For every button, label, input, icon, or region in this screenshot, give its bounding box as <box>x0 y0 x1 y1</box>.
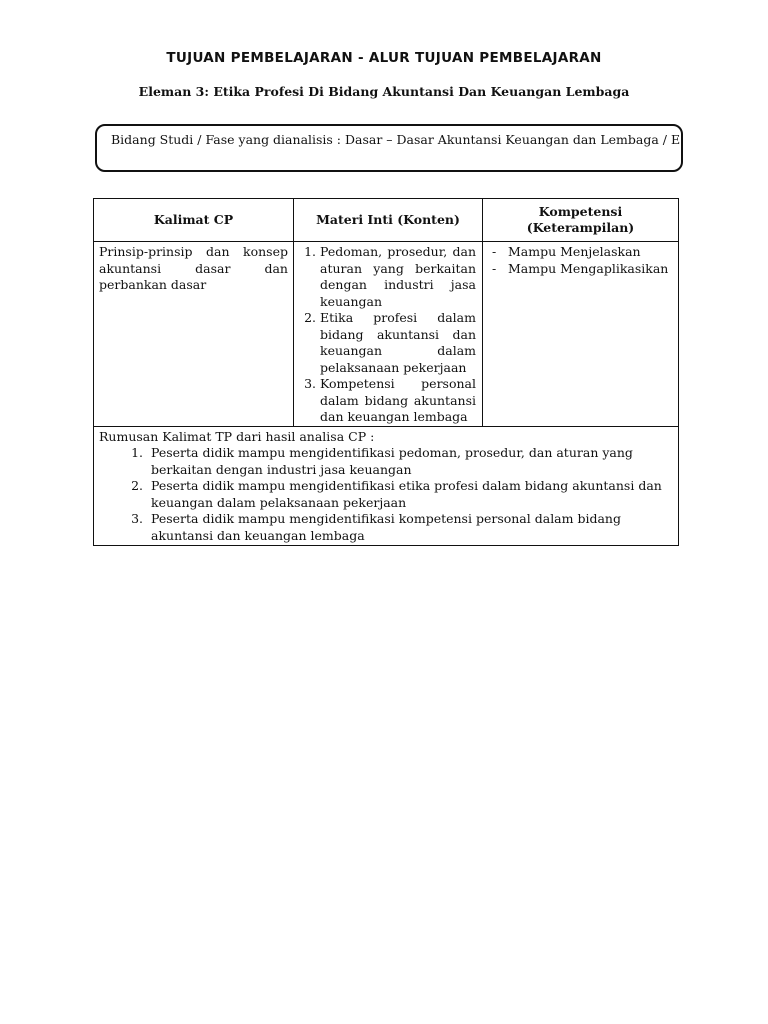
rumusan-item: 1. Peserta didik mampu mengidentifikasi pedoman, prosedur, dan aturan yang berkaitan dengan industri jasa keuangan <box>147 445 673 478</box>
materi-inti-item: 3. Kompetensi personal dalam bidang akuntansi dan keuangan lembaga <box>320 376 476 426</box>
materi-inti-cell <box>294 242 483 427</box>
kalimat-cp-cell: Prinsip-prinsip dan konsep akuntansi dasar dan perbankan dasar <box>94 242 294 427</box>
rumusan-cell <box>94 426 679 546</box>
kompetensi-list <box>488 244 673 277</box>
document-subtitle: Eleman 3: Etika Profesi Di Bidang Akuntansi Dan Keuangan Lembaga <box>138 84 630 99</box>
document-title: TUJUAN PEMBELAJARAN - ALUR TUJUAN PEMBELAJARAN <box>166 50 602 66</box>
rumusan-item: 2. Peserta didik mampu mengidentifikasi etika profesi dalam bidang akuntansi dan keuangan dalam pelaksanaan pekerjaan <box>147 478 673 511</box>
header-kompetensi <box>483 199 679 242</box>
header-materi-inti: Materi Inti (Konten) <box>294 199 483 242</box>
materi-inti-item: 2. Etika profesi dalam bidang akuntansi dan keuangan dalam pelaksanaan pekerjaan <box>320 310 476 376</box>
header-kompetensi-line1: Kompetensi <box>538 203 623 219</box>
subject-text: Bidang Studi / Fase yang dianalisis : Dasar – Dasar Akuntansi Keuangan dan Lembaga / E <box>111 132 681 147</box>
kompetensi-text: Mampu Mengaplikasikan <box>508 260 669 276</box>
kompetensi-cell <box>483 242 679 427</box>
header-kompetensi-line2: (Keterampilan) <box>526 220 635 235</box>
rumusan-row <box>94 426 679 546</box>
dash-bullet: - <box>492 260 497 276</box>
kompetensi-text: Mampu Menjelaskan <box>508 244 641 259</box>
header-kalimat-cp: Kalimat CP <box>94 199 294 242</box>
analysis-table <box>93 198 679 546</box>
table-row <box>94 242 679 427</box>
subject-box <box>95 124 683 172</box>
kompetensi-item <box>488 244 673 261</box>
materi-inti-list <box>299 244 476 426</box>
rumusan-list <box>99 445 673 544</box>
rumusan-title: Rumusan Kalimat TP dari hasil analisa CP : <box>99 428 375 444</box>
materi-inti-item: 1. Pedoman, prosedur, dan aturan yang berkaitan dengan industri jasa keuangan <box>320 244 476 310</box>
rumusan-item: 3. Peserta didik mampu mengidentifikasi kompetensi personal dalam bidang akuntansi dan keuangan lembaga <box>147 511 673 544</box>
table-header-row <box>94 199 679 242</box>
kompetensi-item <box>488 261 673 278</box>
dash-bullet: - <box>492 244 497 259</box>
